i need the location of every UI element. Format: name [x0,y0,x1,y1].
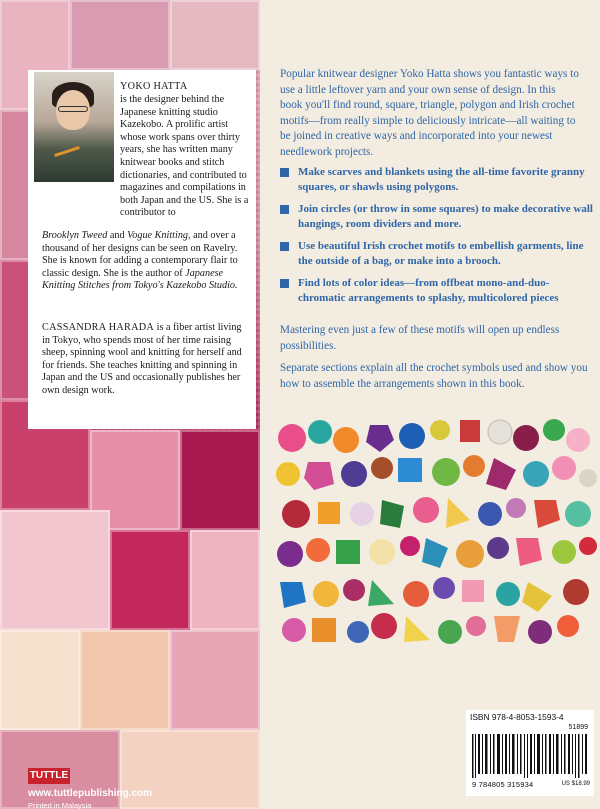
isbn-number: ISBN 978-4-8053-1593-4 [470,712,564,722]
feature-text: Make scarves and blankets using the all-time favorite granny squares, or shawls using polygons. [298,166,585,193]
feature-text: Join circles (or throw in some squares) to make decorative wall hangings, room dividers and more. [298,203,593,230]
intro-paragraph: Popular knitwear designer Yoko Hatta shows you fantastic ways to use a little leftover yarn and your own sense of design. In this book you'll find round, square, triangle, polygon and Irish crochet motifs—from really simple to deliciously intricate—all waiting to be joined in creative ways and incorporated into your newest needlework projects. [280,68,579,158]
yoko-bio-em-1: Brooklyn Tweed [42,230,108,241]
price-label: US $18.99 [561,781,590,787]
back-cover-copy [260,0,600,809]
yoko-bio-intro [120,94,252,220]
author-photo [34,72,114,182]
feature-item [280,276,595,305]
crochet-motifs-collage [270,410,600,650]
publisher-website[interactable]: www.tuttlepublishing.com [28,788,153,799]
yoko-bio-text-1: is the designer behind the Japanese knitting studio Kazekobo. A prolific artist whose work spans over thirty years, she has written many knitwear books and stitch dictionaries, and contributed to magazines and compilations in both Japan and the US. She is a contributor to [120,94,249,219]
sections-paragraph: Separate sections explain all the crochet symbols used and show you how to assemble the arrangements shown in this book. [280,362,588,390]
cassandra-bio [42,322,250,398]
yoko-bio-top [120,81,250,94]
cassandra-bio-text: is a fiber artist living in Tokyo, who spends most of her time raising sheep, spinning wool and knitting for herself and for friends. She teaches knitting and spinning in Japan and the US and occasionally publishes her own design work. [42,322,242,396]
feature-item [280,165,595,194]
yoko-bio-text-3: and over a thousand of her designs can be seen on Ravelry. She is known for adding a contemporary flair to classic design. She is the author of [42,230,238,279]
square-bullet-icon [280,168,289,177]
yoko-bio-em-2: Vogue Knitting, [127,230,191,241]
square-bullet-icon [280,279,289,288]
feature-list [280,165,595,313]
yoko-bio-text-2: and [109,230,125,241]
isbn-barcode [466,710,594,796]
feature-item [280,239,595,268]
yoko-bio-em-3: Japanese Knitting Stitches from Tokyo's Kazekobo Studio. [42,267,238,292]
barcode-bars [472,734,588,778]
printed-in: Printed in Malaysia [28,801,92,809]
yoko-bio-continued [42,230,250,293]
feature-text: Find lots of color ideas—from offbeat mono-and-duo-chromatic arrangements to splashy, multicolored pieces [298,277,559,304]
feature-item [280,202,595,231]
feature-text: Use beautiful Irish crochet motifs to embellish garments, line the outside of a bag, or make into a brooch. [298,240,584,267]
square-bullet-icon [280,242,289,251]
square-bullet-icon [280,205,289,214]
motif-shapes [276,419,597,644]
crochet-blanket-photo [0,0,260,809]
price-code: 51899 [568,724,588,731]
possibilities-paragraph: Mastering even just a few of these motifs will open up endless possibilities. [280,324,560,352]
tuttle-logo: TUTTLE [28,768,70,784]
yoko-hatta-name: YOKO HATTA [120,81,188,92]
cassandra-harada-name: CASSANDRA HARADA [42,322,155,333]
barcode-digits: 9 784805 315934 [472,780,534,789]
